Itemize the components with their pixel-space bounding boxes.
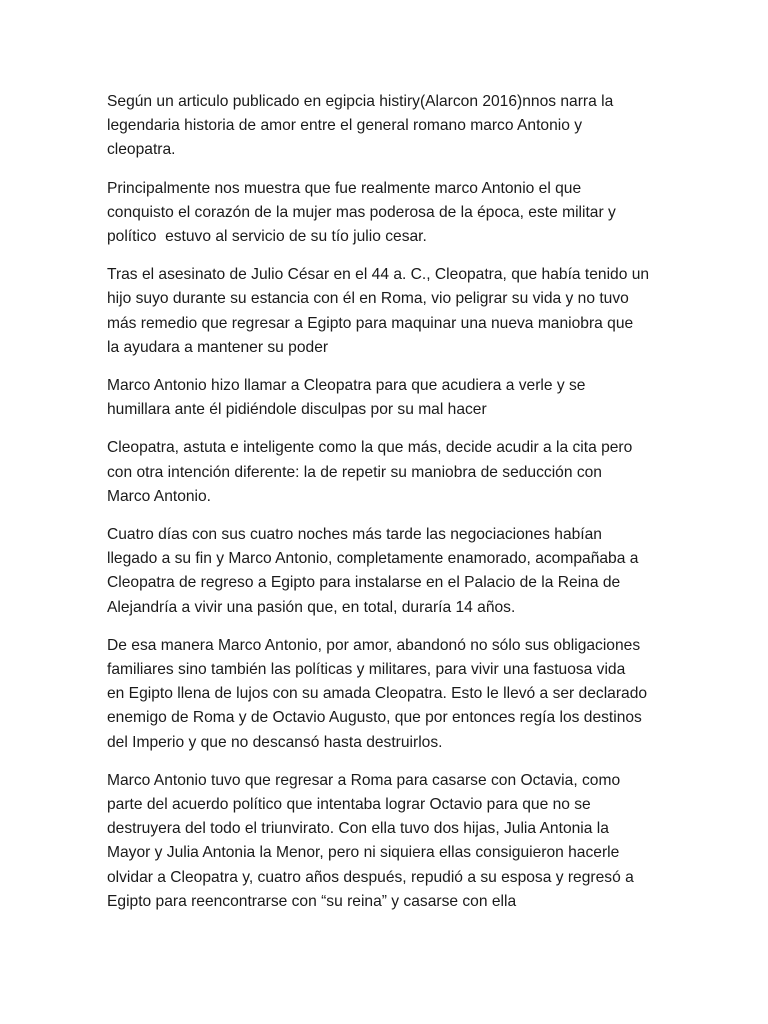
paragraph-line: De esa manera Marco Antonio, por amor, abandonó no sólo sus obligaciones [107, 636, 641, 654]
paragraph-8 [107, 769, 663, 914]
paragraph-line: Egipto para reencontrarse con “su reina” y casarse con ella [107, 892, 517, 910]
paragraph-line: Mayor y Julia Antonia la Menor, pero ni siquiera ellas consiguieron hacerle [107, 844, 620, 862]
paragraph-line: del Imperio y que no descansó hasta destruirlos. [107, 733, 443, 751]
paragraph-line: humillara ante él pidiéndole disculpas por su mal hacer [107, 401, 487, 419]
paragraph-line: con otra intención diferente: la de repetir su maniobra de seducción con [107, 463, 602, 481]
paragraph-line: más remedio que regresar a Egipto para maquinar una nueva maniobra que [107, 314, 634, 332]
paragraph-line: Marco Antonio tuvo que regresar a Roma para casarse con Octavia, como [107, 771, 621, 789]
paragraph-line: la ayudara a mantener su poder [107, 338, 329, 356]
paragraph-6 [107, 523, 663, 620]
paragraph-3 [107, 263, 663, 360]
paragraph-4 [107, 374, 663, 422]
paragraph-2 [107, 177, 663, 250]
paragraph-line: llegado a su fin y Marco Antonio, completamente enamorado, acompañaba a [107, 550, 639, 568]
paragraph-line: hijo suyo durante su estancia con él en Roma, vio peligrar su vida y no tuvo [107, 290, 629, 308]
paragraph-line: Cleopatra, astuta e inteligente como la que más, decide acudir a la cita pero [107, 439, 633, 457]
paragraph-line: Cleopatra de regreso a Egipto para instalarse en el Palacio de la Reina de [107, 574, 621, 592]
paragraph-line: parte del acuerdo político que intentaba lograr Octavio para que no se [107, 796, 591, 814]
paragraph-line: Alejandría a vivir una pasión que, en total, duraría 14 años. [107, 598, 516, 616]
paragraph-line: Cuatro días con sus cuatro noches más tarde las negociaciones habían [107, 526, 602, 544]
paragraph-line: Marco Antonio hizo llamar a Cleopatra para que acudiera a verle y se [107, 377, 586, 395]
paragraph-line: Según un articulo publicado en egipcia histiry(Alarcon 2016)nnos narra la [107, 93, 614, 110]
paragraph-line: destruyera del todo el triunvirato. Con ella tuvo dos hijas, Julia Antonia la [107, 820, 609, 838]
document-body [107, 90, 663, 928]
paragraph-line: político estuvo al servicio de su tío julio cesar. [107, 228, 427, 246]
paragraph-line: Principalmente nos muestra que fue realmente marco Antonio el que [107, 179, 582, 197]
paragraph-line: legendaria historia de amor entre el general romano marco Antonio y [107, 117, 583, 135]
paragraph-line: cleopatra. [107, 141, 176, 159]
paragraph-1 [107, 90, 663, 163]
paragraph-line: enemigo de Roma y de Octavio Augusto, que por entonces regía los destinos [107, 709, 642, 727]
paragraph-line: Tras el asesinato de Julio César en el 44 a. C., Cleopatra, que había tenido un [107, 266, 650, 284]
paragraph-line: olvidar a Cleopatra y, cuatro años después, repudió a su esposa y regresó a [107, 868, 634, 886]
paragraph-line: en Egipto llena de lujos con su amada Cleopatra. Esto le llevó a ser declarado [107, 685, 648, 703]
paragraph-line: Marco Antonio. [107, 487, 212, 505]
paragraph-line: conquisto el corazón de la mujer mas poderosa de la época, este militar y [107, 203, 616, 221]
paragraph-7 [107, 634, 663, 755]
paragraph-line: familiares sino también las políticas y militares, para vivir una fastuosa vida [107, 661, 626, 679]
paragraph-5 [107, 436, 663, 509]
